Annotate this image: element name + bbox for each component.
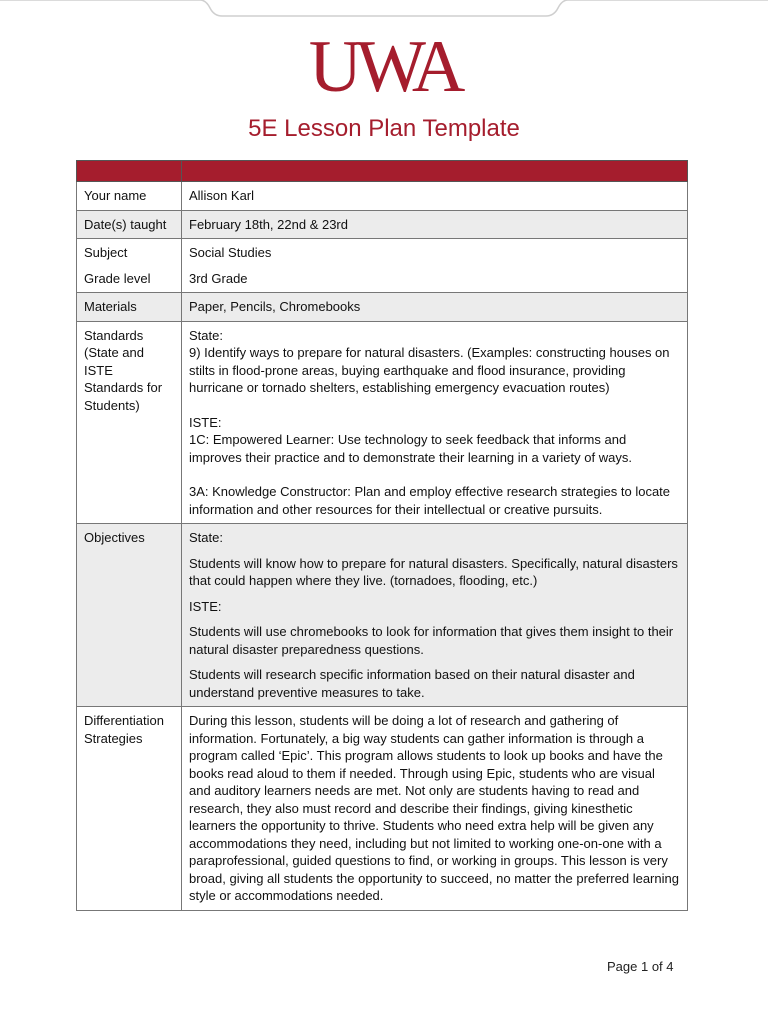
row-label: Objectives xyxy=(77,524,182,707)
state-standard-text: 9) Identify ways to prepare for natural disasters. (Examples: constructing houses on stilts in flood-prone areas, buying earthquake and flood insurance, providing hurricane or tornado shelters, establishing emergency evacuation routes) xyxy=(189,345,670,395)
uwa-logo: UWA xyxy=(308,26,460,108)
table-row xyxy=(77,707,688,911)
table-row xyxy=(77,182,688,211)
page-number: Page 1 of 4 xyxy=(607,959,674,974)
iste-heading: ISTE: xyxy=(189,414,222,430)
row-label: Your name xyxy=(77,182,182,211)
iste-objective-text: Students will research specific information based on their natural disaster and understand preventive measures to take. xyxy=(189,667,635,700)
row-label: Materials xyxy=(77,293,182,322)
state-heading: State: xyxy=(189,327,223,343)
row-label-cell xyxy=(77,239,182,293)
row-label: Standards (State and ISTE Standards for Students) xyxy=(77,321,182,524)
row-label: Differentiation Strategies xyxy=(77,707,182,911)
lesson-plan-table xyxy=(76,160,688,911)
iste-heading: ISTE: xyxy=(189,598,222,614)
table-row xyxy=(77,293,688,322)
table-header-row xyxy=(77,161,688,182)
row-value-cell xyxy=(182,239,688,293)
iste-objective-text: Students will use chromebooks to look for information that gives them insight to their natural disaster preparedness questions. xyxy=(189,624,674,657)
row-value: Social Studies xyxy=(189,245,272,260)
row-label: Subject xyxy=(84,245,128,260)
top-banner xyxy=(0,0,768,18)
row-value: Allison Karl xyxy=(182,182,688,211)
table-row xyxy=(77,321,688,524)
row-value-cell xyxy=(182,524,688,707)
table-row xyxy=(77,210,688,239)
row-value: During this lesson, students will be doing a lot of research and gathering of information. Fortunately, a big way students can gather information is through a program called ‘Epic’. This program allows students to look up books and have the books read aloud to them if needed. Through using Epic, students who are visual and auditory learners needs are met. Not only are students having to read and research, they also must record and describe their findings, giving kinesthetic learners the opportunity to thrive. Students who need extra help will be given any accommodations they need, including but not limited to working one-on-one with a paraprofessional, guided questions to find, or working in groups. This lesson is very broad, giving all students the opportunity to succeed, no matter the preferred learning style or accommodations needed. xyxy=(182,707,688,911)
table-row xyxy=(77,524,688,707)
row-label: Grade level xyxy=(84,270,151,286)
row-label: Date(s) taught xyxy=(77,210,182,239)
state-objective-text: Students will know how to prepare for natural disasters. Specifically, natural disasters that could happen where they live. (tornadoes, flooding, etc.) xyxy=(189,555,678,588)
row-value: 3rd Grade xyxy=(189,270,248,286)
page-title: 5E Lesson Plan Template xyxy=(248,115,520,142)
table-row xyxy=(77,239,688,293)
row-value: Paper, Pencils, Chromebooks xyxy=(182,293,688,322)
row-value-cell xyxy=(182,321,688,524)
state-heading: State: xyxy=(189,530,223,545)
iste-standard-3a: 3A: Knowledge Constructor: Plan and employ effective research strategies to locate information and other resources for their intellectual or creative pursuits. xyxy=(189,484,671,517)
row-value: February 18th, 22nd & 23rd xyxy=(182,210,688,239)
iste-standard-1c: 1C: Empowered Learner: Use technology to seek feedback that informs and improves their practice and to demonstrate their learning in a variety of ways. xyxy=(189,432,632,465)
